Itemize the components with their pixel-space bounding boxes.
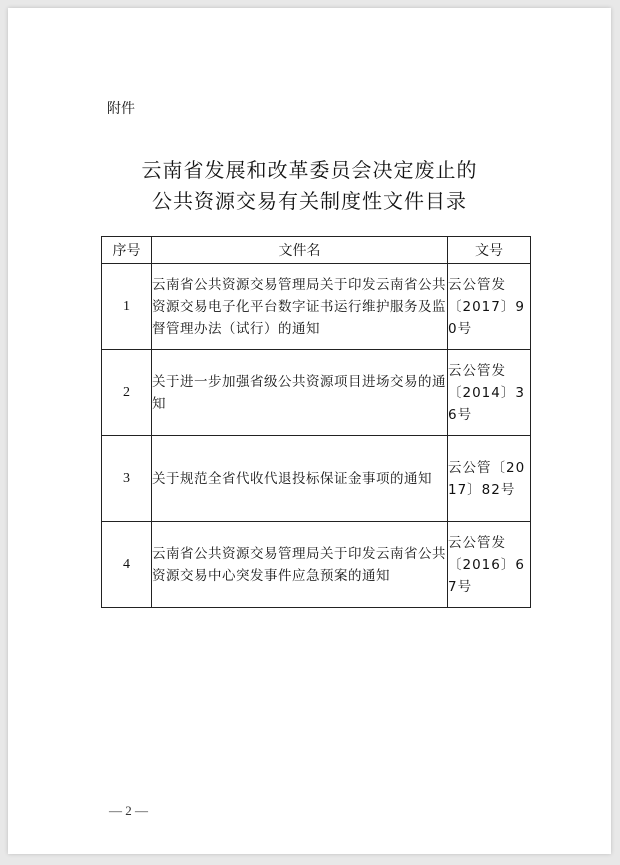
row-file-name: 云南省公共资源交易管理局关于印发云南省公共资源交易中心突发事件应急预案的通知	[152, 522, 448, 608]
row-file-name: 关于规范全省代收代退投标保证金事项的通知	[152, 436, 448, 522]
row-number: 2	[102, 350, 152, 436]
row-document-code: 云公管发〔2014〕36号	[448, 350, 531, 436]
row-document-code: 云公管发〔2017〕90号	[448, 264, 531, 350]
row-file-name: 云南省公共资源交易管理局关于印发云南省公共资源交易电子化平台数字证书运行维护服务及监督管理办法（试行）的通知	[152, 264, 448, 350]
table-row	[102, 522, 531, 608]
row-number: 1	[102, 264, 152, 350]
page-title-line-2: 公共资源交易有关制度性文件目录	[152, 189, 467, 213]
row-document-code: 云公管发〔2016〕67号	[448, 522, 531, 608]
header-document-code: 文号	[448, 237, 531, 264]
row-file-name: 关于进一步加强省级公共资源项目进场交易的通知	[152, 350, 448, 436]
table-row	[102, 264, 531, 350]
table-header-row	[102, 237, 531, 264]
table-row	[102, 350, 531, 436]
page-number: — 2 —	[109, 803, 148, 818]
attachment-label: 附件	[107, 101, 135, 117]
document-table	[101, 236, 531, 608]
table-row	[102, 436, 531, 522]
row-document-code: 云公管〔2017〕82号	[448, 436, 531, 522]
header-file-name: 文件名	[152, 237, 448, 264]
row-number: 4	[102, 522, 152, 608]
document-page	[8, 8, 611, 854]
page-title-line-1: 云南省发展和改革委员会决定废止的	[141, 158, 478, 182]
row-number: 3	[102, 436, 152, 522]
header-number: 序号	[102, 237, 152, 264]
